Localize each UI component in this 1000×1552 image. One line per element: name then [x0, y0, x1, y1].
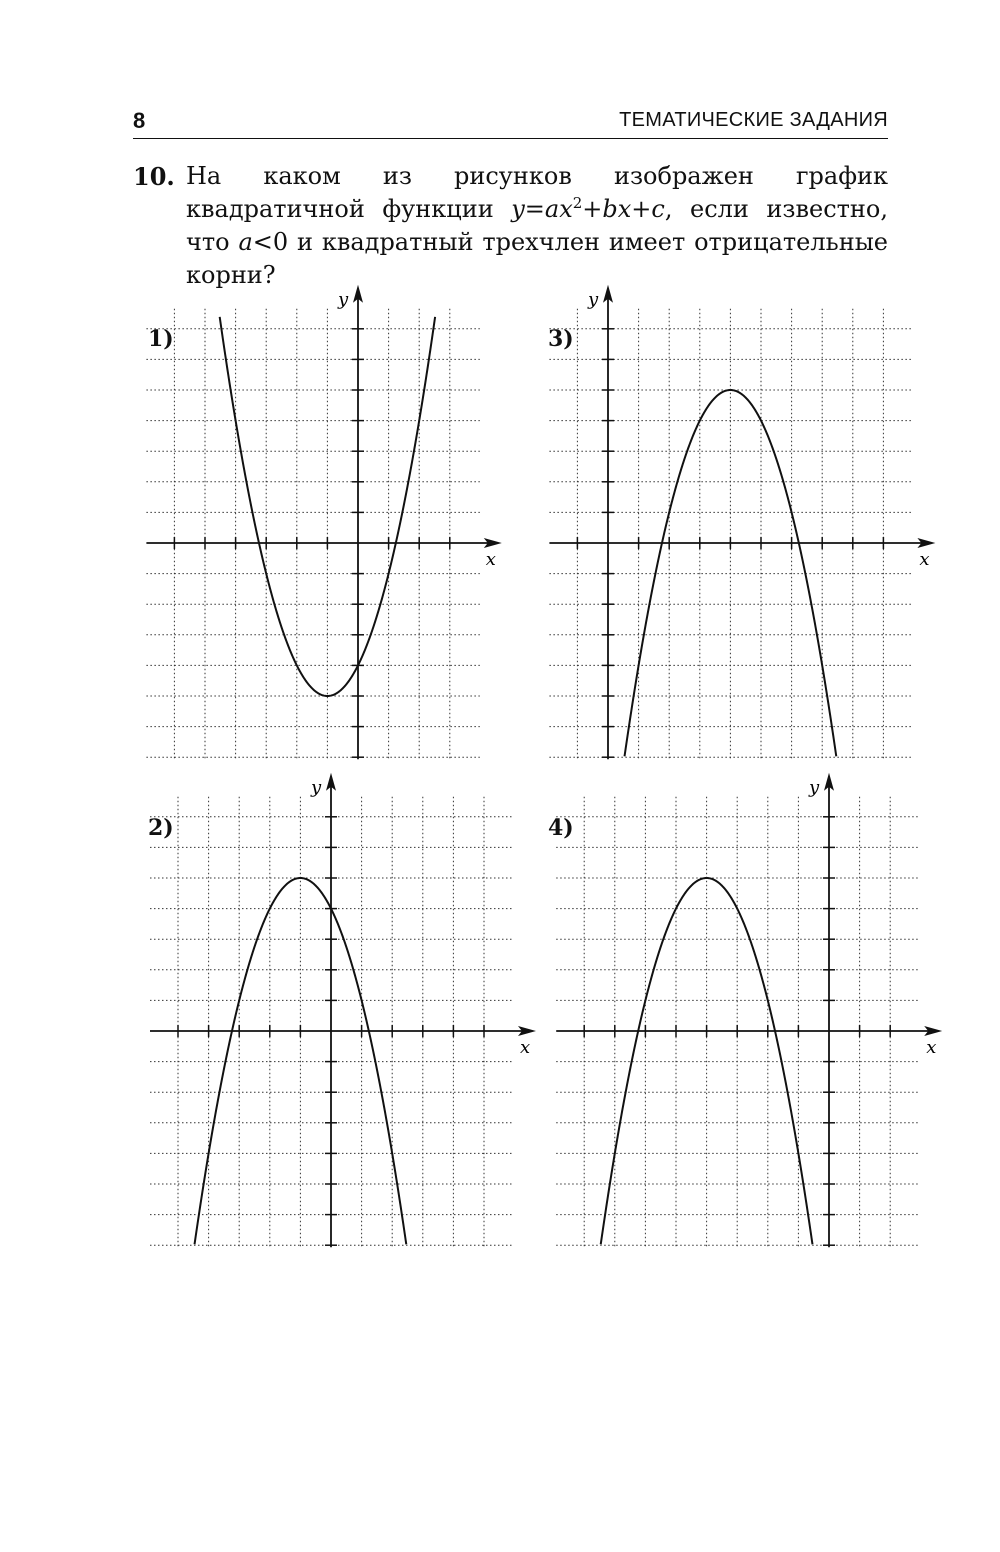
term-c: c — [651, 195, 665, 223]
zero: 0 — [272, 228, 289, 256]
graph-label-4: 4) — [548, 815, 574, 841]
y-axis-label: y — [809, 776, 820, 798]
graph-label-3: 3) — [548, 326, 574, 352]
var-y: y — [511, 195, 525, 223]
y-axis-label: y — [311, 776, 322, 798]
plus-sign: + — [631, 195, 652, 223]
term-bx: bx — [602, 195, 632, 223]
problem-number: 10. — [133, 162, 175, 191]
less-than-sign: < — [252, 228, 273, 256]
graph-label-1: 1) — [148, 326, 174, 352]
problem-text-part: На каком из рисунков изображен график квадратичной функции — [186, 162, 888, 223]
page-number: 8 — [133, 108, 146, 133]
graph-label-2: 2) — [148, 815, 174, 841]
x-axis-label: x — [520, 1037, 531, 1058]
y-axis-label: y — [588, 288, 599, 310]
term-ax: ax — [544, 195, 573, 223]
problem-text-part: и квадратный трехчлен имеет отрицательные корни? — [186, 228, 888, 289]
exponent: 2 — [572, 194, 583, 212]
x-axis-label: x — [919, 549, 930, 570]
equals-sign: = — [524, 195, 545, 223]
y-axis-label: y — [338, 288, 349, 310]
plus-sign: + — [582, 195, 603, 223]
x-axis-label: x — [485, 549, 496, 570]
x-axis-label: x — [926, 1037, 937, 1058]
var-a: a — [238, 228, 253, 256]
problem-text-part: , если известно, что — [186, 195, 888, 256]
running-head: ТЕМАТИЧЕСКИЕ ЗАДАНИЯ — [619, 109, 888, 131]
